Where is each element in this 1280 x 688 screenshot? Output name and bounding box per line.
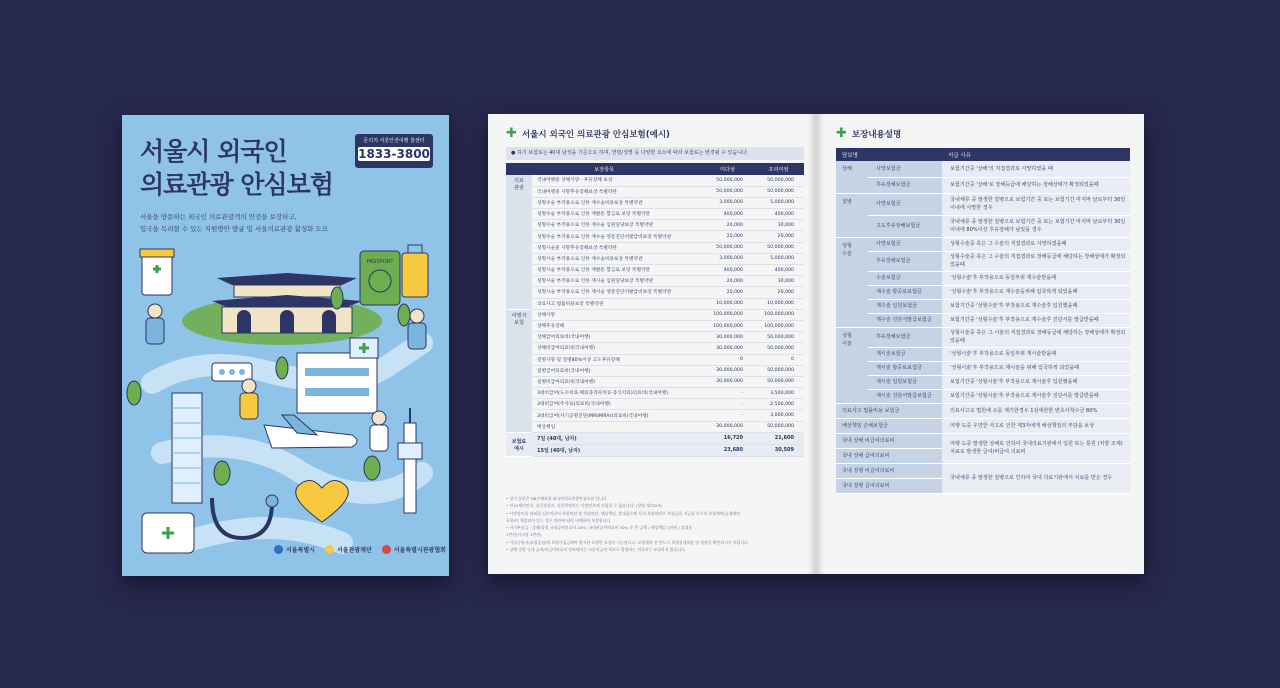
table-row	[506, 421, 804, 432]
table-row	[506, 332, 804, 343]
table-row	[506, 186, 804, 197]
table-row	[836, 389, 1130, 403]
footnote-line: • 가입증명서(보험증권)에 보험가입금액이 명시된 보험만 보상이 가능합니다. 보험계약 전 반드시 보험상세내용 및 약관을 확인하시기 바랍니다.	[506, 539, 750, 545]
premium-note: ● 하기 보험료는 40대 남성을 기준으로 하며, 연령/성별 등 다양한 요소에 따라 보험료는 변경될 수 있습니다.	[506, 147, 804, 160]
premium-amount: 400,000	[753, 265, 804, 276]
table-row	[506, 444, 804, 456]
benefit-reason: 보험기간중 '상해'로 장해등급에 해당하는 장해상태가 확정되었을때	[942, 177, 1130, 193]
footnote-line: • 자기부담금 : 상해/질병 국내급여의료비 20%, 국내비급여의료비 30% 중 큰 금액 / 배상책임 1만원 / 휴대품	[506, 525, 693, 531]
logo-tourism-text: 서울관광재단	[336, 547, 372, 554]
benefit-reason: '성형시술'후 부작용으로 재시술을 위해 입국하게 되었을때	[942, 361, 1130, 375]
plus-icon: ✚	[836, 126, 847, 141]
coverage-item: 성형시술 부작용으로 인한 재시술 영문진단서발급비보장 특별약관	[532, 287, 702, 298]
footnote-line: • 만15세미만자, 심신상실자, 심신박약자는 사망담보에 가입할 수 없습니다. (상법 제732조)	[506, 503, 663, 509]
footnote-line: • 상해·질병 국내 급여/비급여의료비 담보에서는 3대 비급여 치료로 발생하는 의료비는 보상하지 않습니다.	[506, 547, 687, 553]
benefit-name: 고도후유장해보험금	[868, 215, 942, 237]
benefit-name: 재수술 입원보험금	[868, 299, 942, 313]
table-row	[506, 287, 804, 298]
table-row	[506, 410, 804, 421]
cover-title-line1: 서울시 외국인	[140, 137, 287, 166]
benefit-name: 수술보험금	[868, 271, 942, 285]
standard-amount: 3,000,000	[702, 253, 753, 264]
benefits-table	[836, 148, 1130, 494]
benefit-reason: 보험기간중 '성형시술'후 부작용으로 재시술후 입원했을때	[942, 375, 1130, 389]
benefit-reason: 보험기간중 '성형수술'후 부작용으로 재수술후 진단서를 발급받을때	[942, 313, 1130, 327]
premium-amount: 50,000,000	[753, 242, 804, 253]
coverage-item: 질병비급여의료비(국내여행)	[532, 376, 702, 387]
benefit-name: 재시술 진단서발급보험금	[868, 389, 942, 403]
premium-amount: 50,000,000	[753, 332, 804, 343]
premium-amount: 50,000,000	[753, 175, 804, 186]
coverage-item: 의료사고 법률비용보장 특별약관	[532, 298, 702, 309]
footnote-line: 1만원(사고당 1만원)	[506, 532, 542, 538]
plus-icon: ✚	[506, 126, 517, 141]
table-row	[836, 433, 1130, 448]
benefit-reason: 국내체류 중 발생한 질병으로 인하여 국내 의료기관에서 치료를 받은 경우	[942, 463, 1130, 493]
coverage-item: 3대비급여(주사료)의료비(국내여행)	[532, 399, 702, 410]
skyscraper-icon	[172, 393, 202, 503]
standard-amount: 30,000,000	[702, 421, 753, 432]
benefit-name: 국내 상해 비급여의료비	[836, 433, 942, 448]
premium-amount: 3,500,000	[753, 388, 804, 399]
right-page-title	[836, 128, 901, 140]
table-row	[506, 276, 804, 287]
pills-icon	[212, 363, 252, 381]
benefit-name: 후유장해보험금	[868, 327, 942, 347]
standard-amount: 400,000	[702, 265, 753, 276]
benefit-reason: 여행 도중 발생한 상해로 인하여 국내의료기관에서 입원 또는 통원 (처방 조제) 치료로 발생한 급여/비급여 의료비	[942, 433, 1130, 463]
table-row	[836, 271, 1130, 285]
logo-association-text: 서울특별시관광협회	[393, 547, 446, 554]
col-header-benefit: 담보명	[836, 148, 942, 161]
benefit-reason: 성형수술중 혹은 그 수술의 직접결과로 사망하였을때	[942, 237, 1130, 251]
coverage-item: 성형시술 부작용으로 인한 재수술비용보상 특별약관	[532, 253, 702, 264]
premium-amount: 50,000,000	[753, 343, 804, 354]
table-row	[506, 309, 804, 320]
cover-title	[140, 135, 333, 201]
category-label: 성형 수술	[836, 237, 868, 327]
standard-amount: 20,000	[702, 231, 753, 242]
table-row	[506, 376, 804, 387]
cover-description	[140, 211, 370, 235]
coverage-item: 성형수술 부작용으로 인한 재수술비용보상 특별약관	[532, 197, 702, 208]
benefit-name: 국내 질병 급여의료비	[836, 478, 942, 493]
cover-desc-line1: 서울을 방문하는 외국인 의료관광객의 안전을 보장하고,	[140, 213, 297, 221]
passport-label: PASSPORT	[366, 259, 394, 265]
premium-amount: 3,000,000	[753, 410, 804, 421]
standard-amount: 16,720	[702, 432, 753, 444]
coverage-item: 상해비급여의료비(국내여행)	[532, 343, 702, 354]
group-label: 여행자 보험	[506, 309, 532, 432]
brochure-cover	[122, 115, 449, 576]
premium-amount: 0	[753, 354, 804, 365]
logo-tourism-association	[382, 545, 446, 554]
left-page-title-text: 서울시 외국인 의료관광 안심보험(예시)	[521, 130, 670, 140]
footnote-line: • 상기 상품은 DB손해보험 외국인의료관광안심보험 입니다	[506, 496, 607, 501]
coverage-item: 성형수술 부작용으로 인한 재수술 입원일당보장 특별약관	[532, 220, 702, 231]
standard-amount: 20,000	[702, 276, 753, 287]
table-row	[836, 193, 1130, 215]
benefit-reason: 성형시술중 혹은 그 시술의 직접결과로 장해등급에 해당하는 장해상태가 확정되었을때	[942, 327, 1130, 347]
benefit-name: 후유장해보험금	[868, 177, 942, 193]
benefit-name: 재시술보험금	[868, 347, 942, 361]
call-number: 1833-3800	[358, 147, 430, 161]
premium-amount: 50,000,000	[753, 186, 804, 197]
standard-amount: 100,000,000	[702, 320, 753, 331]
benefit-name: 재수술 진단서발급보험금	[868, 313, 942, 327]
table-row	[836, 251, 1130, 271]
table-row	[506, 365, 804, 376]
logo-seoul	[274, 545, 315, 554]
table-row	[836, 299, 1130, 313]
standard-amount: 50,000,000	[702, 186, 753, 197]
standard-amount: 10,000,000	[702, 298, 753, 309]
table-row	[506, 399, 804, 410]
benefit-reason: 국내체류 중 발생한 질병으로 보험기간 중 또는 보험기간 마지막 날로부터 30일 이내에 사망한 경우	[942, 193, 1130, 215]
benefit-reason: 보험기간중 '성형시술'후 부작용으로 재시술후 진단서를 발급받을때	[942, 389, 1130, 403]
table-row	[506, 343, 804, 354]
benefit-reason: '성형시술'후 부작용으로 동일부위 재시술받을때	[942, 347, 1130, 361]
coverage-item: 성형시술 부작용으로 인한 재시술 입원일당보장 특별약관	[532, 276, 702, 287]
table-row	[836, 347, 1130, 361]
first-aid-kit-icon	[142, 513, 194, 553]
benefit-reason: 보험기간중 '상해'의 직접결과로 사망하였을 때	[942, 161, 1130, 177]
benefit-name: 재수술 항공료보험금	[868, 285, 942, 299]
cover-desc-line2: 입국을 독려할 수 있는 지원방안 발굴 및 서울의료관광 활성화 도모	[140, 225, 329, 233]
benefit-reason: 국내체류 중 발생한 질병으로 보험기간 중 또는 보험기간 마지막 날로부터 30일 이내에 80%이상 후유장해가 남았을 경우	[942, 215, 1130, 237]
right-page-title-text: 보장내용설명	[851, 130, 902, 140]
standard-amount: 3,000,000	[702, 197, 753, 208]
table-row	[506, 298, 804, 309]
standard-amount: -	[702, 410, 753, 421]
brochure-inner-spread	[488, 114, 1144, 574]
benefit-reason: '성형수술'후 부작용으로 동일부위 재수술받을때	[942, 271, 1130, 285]
standard-amount: 23,680	[702, 444, 753, 456]
table-row	[506, 388, 804, 399]
cover-illustration	[122, 243, 449, 573]
coverage-item: 성형수술 부작용으로 인한 재발문 합금로 보장 특별약관	[532, 209, 702, 220]
benefit-name: 의료사고 법률비용 보험금	[836, 403, 942, 418]
coverage-table	[506, 163, 804, 457]
coverage-item: 3대비급여(자기공명진단(MRI/MRA))의료비(국내여행)	[532, 410, 702, 421]
standard-amount: 30,000,000	[702, 376, 753, 387]
logo-seoul-text: 서울특별시	[286, 547, 315, 554]
call-center-box	[355, 134, 433, 168]
suitcase-icon	[402, 245, 428, 297]
coverage-item: 15일 (40대, 남자)	[532, 444, 702, 456]
premium-amount: 30,000	[753, 220, 804, 231]
table-row	[836, 327, 1130, 347]
table-row	[836, 177, 1130, 193]
benefit-reason: 보험기간중 '성형수술'후 부작용으로 재수술후 입원했을때	[942, 299, 1130, 313]
coverage-item: 상해후유장해	[532, 320, 702, 331]
standard-amount: 100,000,000	[702, 309, 753, 320]
premium-amount: 5,000,000	[753, 197, 804, 208]
table-row	[836, 418, 1130, 433]
benefit-name: 재시술 입원보험금	[868, 375, 942, 389]
premium-amount: 2,500,000	[753, 399, 804, 410]
premium-amount: 20,000	[753, 231, 804, 242]
standard-amount: 50,000,000	[702, 175, 753, 186]
coverage-item: 상해사망	[532, 309, 702, 320]
passport-icon	[360, 251, 400, 305]
footnote-line: 포함)이 체결되어 있는 경우 약관에 따라 비례하여 보상합니다.	[506, 517, 612, 523]
premium-amount: 30,000	[753, 276, 804, 287]
table-row	[836, 161, 1130, 177]
table-row	[506, 175, 804, 186]
page-fold	[808, 114, 824, 574]
group-label: 보험료 예시	[506, 432, 532, 456]
benefit-reason: 여행 도중 우연한 사고로 인한 제3자에게 배상책임의 부담을 보상	[942, 418, 1130, 433]
table-row	[506, 242, 804, 253]
table-row	[506, 265, 804, 276]
coverage-item: 국내여행중 상해사망 · 후유장해 보상	[532, 175, 702, 186]
coverage-item: 7일 (40대, 남자)	[532, 432, 702, 444]
category-label: 질병	[836, 193, 868, 237]
pill-bottle-icon	[140, 249, 174, 295]
table-row	[506, 197, 804, 208]
coverage-item: 질병급여의료비(국내여행)	[532, 365, 702, 376]
logo-seoul-tourism	[325, 545, 372, 554]
left-page-title	[506, 128, 670, 140]
benefit-name: 사망보험금	[868, 237, 942, 251]
col-header-item: 보장항목	[506, 163, 702, 175]
coverage-item: 상해급여의료비(국내여행)	[532, 332, 702, 343]
standard-amount: 30,000,000	[702, 332, 753, 343]
footnote-line: • 사망담보를 제외한 실손의료비 특별약관 및 특별약관, 배상책임, 휴대품손해 등의 특별약관은 보험금을 지급할 다수의 보험계약(공제계약	[506, 510, 741, 516]
table-row	[506, 253, 804, 264]
standard-amount: -	[702, 399, 753, 410]
coverage-item: 질병사망 및 질병80%이상 고도후유장해	[532, 354, 702, 365]
premium-amount: 400,000	[753, 209, 804, 220]
benefit-reason: 의료사고로 법원에 소를 제기한경우 1심에한한 변호사착수금 80%	[942, 403, 1130, 418]
table-row	[836, 313, 1130, 327]
benefit-name: 배상책임 손해보험금	[836, 418, 942, 433]
col-header-reason: 지급 사유	[942, 148, 1130, 161]
standard-amount: 400,000	[702, 209, 753, 220]
coverage-item: 성형시술중 사망후유장해보상 특별약관	[532, 242, 702, 253]
table-row	[836, 237, 1130, 251]
group-label: 의료 관광	[506, 175, 532, 309]
benefit-name: 재시술 항공료보험금	[868, 361, 942, 375]
benefit-name: 사망보험금	[868, 193, 942, 215]
table-row	[836, 403, 1130, 418]
call-label: 문의처 서울안전여행 콜센터	[363, 138, 425, 144]
coverage-item: 국내여행중 사망후유장해보상 특별약관	[532, 186, 702, 197]
standard-amount: 30,000,000	[702, 365, 753, 376]
table-row	[506, 220, 804, 231]
benefit-reason: 성형수술중 혹은 그 수술의 직접결과로 장해등급에 해당하는 장해상태가 확정되었을때	[942, 251, 1130, 271]
category-label: 성형 시술	[836, 327, 868, 403]
coverage-item: 성형시술 부작용으로 인한 재발문 합금로 보장 특별약관	[532, 265, 702, 276]
standard-amount: 20,000	[702, 287, 753, 298]
standard-amount: 50,000,000	[702, 242, 753, 253]
table-row	[836, 285, 1130, 299]
standard-amount: 0	[702, 354, 753, 365]
cover-title-line2: 의료관광 안심보험	[140, 170, 333, 199]
col-header-standard: 미다엄	[702, 163, 753, 175]
benefit-name: 국내 질병 비급여의료비	[836, 463, 942, 478]
benefit-name: 국내 상해 급여의료비	[836, 448, 942, 463]
table-row	[506, 432, 804, 444]
premium-amount: 100,000,000	[753, 309, 804, 320]
col-header-premium: 프리미엄	[753, 163, 804, 175]
table-row	[506, 320, 804, 331]
table-row	[836, 463, 1130, 478]
benefit-name: 사망보험금	[868, 161, 942, 177]
premium-amount: 100,000,000	[753, 320, 804, 331]
table-row	[506, 209, 804, 220]
table-row	[506, 354, 804, 365]
coverage-item: 성형수술 부작용으로 인한 재수술 영문진단서발급비보장 특별약관	[532, 231, 702, 242]
table-row	[506, 231, 804, 242]
premium-amount: 5,000,000	[753, 253, 804, 264]
premium-amount: 10,000,000	[753, 298, 804, 309]
premium-amount: 50,000,000	[753, 421, 804, 432]
premium-amount: 50,000,000	[753, 365, 804, 376]
airplane-icon	[264, 415, 357, 448]
premium-amount: 21,600	[753, 432, 804, 444]
premium-amount: 20,000	[753, 287, 804, 298]
premium-amount: 50,000,000	[753, 376, 804, 387]
footnotes	[506, 495, 806, 553]
standard-amount: 30,000,000	[702, 343, 753, 354]
premium-amount: 30,509	[753, 444, 804, 456]
sponsor-logos	[274, 545, 446, 554]
coverage-item: 배상책임	[532, 421, 702, 432]
standard-amount: -	[702, 388, 753, 399]
table-row	[836, 215, 1130, 237]
table-row	[836, 361, 1130, 375]
standard-amount: 20,000	[702, 220, 753, 231]
coverage-item: 3대비급여(도수치료·체외충격파치료·증식치료)의료비(국내여행)	[532, 388, 702, 399]
category-label: 상해	[836, 161, 868, 193]
benefit-reason: '성형수술'후 부작용으로 재수술을위해 입국하게 되었을때	[942, 285, 1130, 299]
table-row	[836, 375, 1130, 389]
benefit-name: 후유장해보험금	[868, 251, 942, 271]
hospital-icon	[297, 338, 378, 413]
